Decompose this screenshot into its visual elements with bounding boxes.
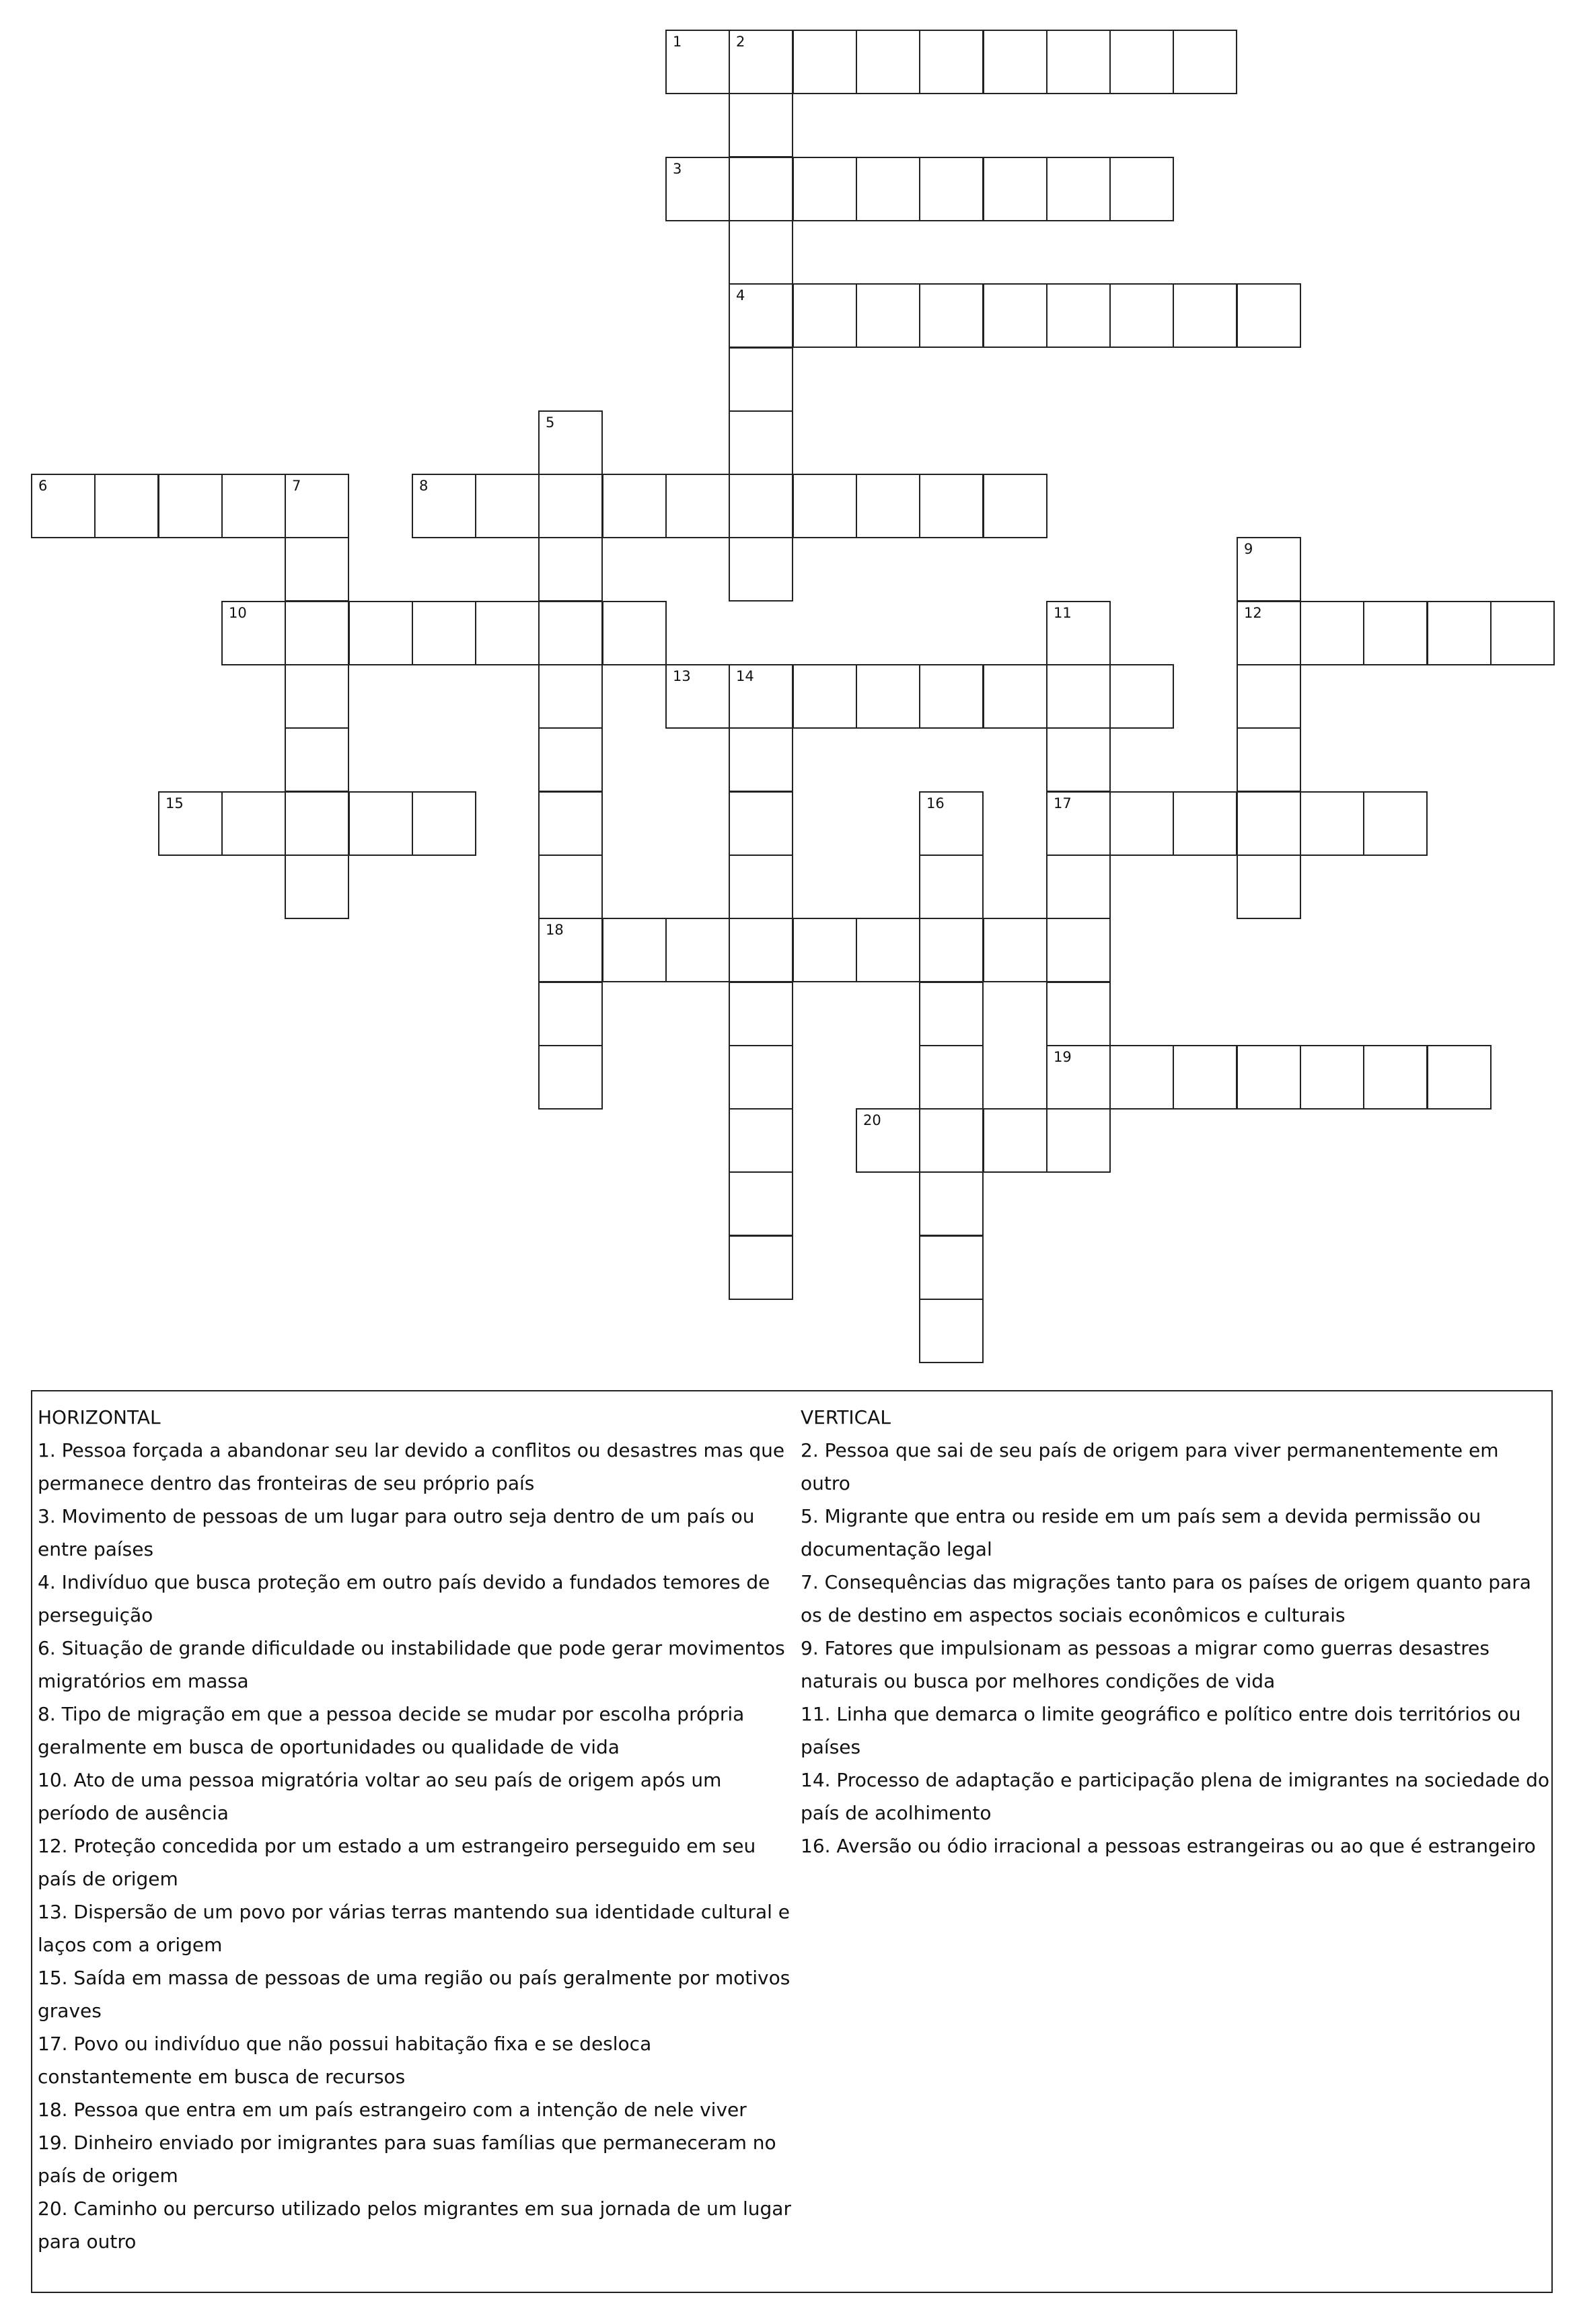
grid-cell[interactable]	[919, 474, 984, 538]
grid-cell[interactable]	[285, 791, 349, 856]
grid-cell[interactable]	[285, 537, 349, 602]
clue-item: 9. Fatores que impulsionam as pessoas a migrar como guerras desastres naturais ou busca por melhores condições de vida	[801, 1637, 1490, 1692]
grid-cell[interactable]	[1046, 157, 1111, 221]
grid-cell[interactable]	[285, 601, 349, 665]
grid-cell[interactable]	[285, 727, 349, 792]
grid-cell[interactable]	[1109, 1045, 1174, 1110]
grid-cell[interactable]	[602, 918, 667, 982]
grid-cell[interactable]	[221, 601, 286, 665]
vertical-clue-list	[801, 1434, 1551, 1862]
grid-cell[interactable]	[919, 664, 984, 729]
clue-item: 12. Proteção concedida por um estado a um estrangeiro perseguido em seu país de origem	[38, 1835, 756, 1890]
grid-cell[interactable]	[1363, 791, 1428, 856]
clue-item: 15. Saída em massa de pessoas de uma região ou país geralmente por motivos graves	[38, 1967, 791, 2022]
grid-cell[interactable]	[1046, 1108, 1111, 1173]
clue-item: 6. Situação de grande dificuldade ou instabilidade que pode gerar movimentos migratórios em massa	[38, 1637, 785, 1692]
grid-cell[interactable]	[729, 30, 793, 94]
clue-number: 6	[38, 478, 48, 494]
horizontal-clues-column	[38, 1401, 791, 2258]
clue-item: 13. Dispersão de um povo por várias terras mantendo sua identidade cultural e laços com a origem	[38, 1901, 791, 1956]
grid-cell[interactable]	[1109, 664, 1174, 729]
horizontal-clue-list	[38, 1434, 791, 2258]
grid-cell[interactable]	[729, 220, 793, 285]
grid-cell[interactable]	[475, 474, 540, 538]
grid-cell[interactable]	[919, 855, 984, 919]
clue-item: 20. Caminho ou percurso utilizado pelos migrantes em sua jornada de um lugar para outro	[38, 2198, 791, 2253]
grid-cell[interactable]	[729, 1235, 793, 1300]
grid-cell[interactable]	[665, 30, 730, 94]
clue-number: 10	[229, 605, 247, 621]
clue-number: 18	[546, 922, 564, 938]
clue-number: 11	[1054, 605, 1072, 621]
grid-cell[interactable]	[1237, 855, 1301, 919]
clue-number: 19	[1054, 1049, 1072, 1065]
grid-cell[interactable]	[1427, 1045, 1492, 1110]
grid-cell[interactable]	[1427, 601, 1492, 665]
grid-cell[interactable]	[729, 664, 793, 729]
grid-cell[interactable]	[793, 30, 857, 94]
grid-cell[interactable]	[538, 664, 603, 729]
grid-cell[interactable]	[538, 855, 603, 919]
grid-cell[interactable]	[665, 918, 730, 982]
clue-number: 7	[292, 478, 301, 494]
grid-cell[interactable]	[538, 410, 603, 475]
clue-item: 16. Aversão ou ódio irracional a pessoas estrangeiras ou ao que é estrangeiro	[801, 1835, 1536, 1857]
grid-cell[interactable]	[665, 474, 730, 538]
vertical-title: VERTICAL	[801, 1406, 891, 1428]
clue-item: 11. Linha que demarca o limite geográfico e político entre dois territórios ou países	[801, 1703, 1521, 1758]
clue-item: 10. Ato de uma pessoa migratória voltar ao seu país de origem após um período de ausência	[38, 1769, 722, 1824]
grid-cell[interactable]	[983, 30, 1047, 94]
grid-cell[interactable]	[412, 791, 476, 856]
grid-cell[interactable]	[348, 791, 413, 856]
grid-cell[interactable]	[856, 30, 920, 94]
grid-cell[interactable]	[1237, 791, 1301, 856]
clue-number: 5	[546, 414, 555, 431]
grid-cell[interactable]	[856, 474, 920, 538]
grid-cell[interactable]	[729, 1108, 793, 1173]
clue-item: 8. Tipo de migração em que a pessoa decide se mudar por escolha própria geralmente em busca de oportunidades ou qualidade de vida	[38, 1703, 745, 1758]
clue-item: 2. Pessoa que sai de seu país de origem para viver permanentemente em outro	[801, 1439, 1499, 1494]
grid-cell[interactable]	[1237, 537, 1301, 602]
grid-cell[interactable]	[1300, 601, 1364, 665]
grid-cell[interactable]	[729, 1171, 793, 1236]
grid-cell[interactable]	[919, 30, 984, 94]
grid-cell[interactable]	[1173, 283, 1237, 348]
grid-cell[interactable]	[665, 157, 730, 221]
grid-cell[interactable]	[919, 1299, 984, 1363]
clue-item: 5. Migrante que entra ou reside em um país sem a devida permissão ou documentação legal	[801, 1505, 1481, 1560]
grid-cell[interactable]	[1109, 283, 1174, 348]
grid-cell[interactable]	[729, 347, 793, 412]
grid-cell[interactable]	[538, 601, 603, 665]
grid-cell[interactable]	[1237, 1045, 1301, 1110]
grid-cell[interactable]	[94, 474, 159, 538]
grid-cell[interactable]	[1046, 601, 1111, 665]
clue-number: 2	[736, 34, 745, 50]
grid-cell[interactable]	[919, 1171, 984, 1236]
grid-cell[interactable]	[1109, 30, 1174, 94]
grid-cell[interactable]	[538, 982, 603, 1046]
grid-cell[interactable]	[538, 791, 603, 856]
clue-number: 12	[1244, 605, 1262, 621]
grid-cell[interactable]	[1046, 791, 1111, 856]
grid-cell[interactable]	[285, 855, 349, 919]
grid-cell[interactable]	[919, 1235, 984, 1300]
grid-cell[interactable]	[1046, 918, 1111, 982]
grid-cell[interactable]	[919, 982, 984, 1046]
clue-item: 18. Pessoa que entra em um país estrangeiro com a intenção de nele viver	[38, 2099, 747, 2121]
grid-cell[interactable]	[1046, 30, 1111, 94]
grid-cell[interactable]	[856, 157, 920, 221]
grid-cell[interactable]	[31, 474, 96, 538]
clue-number: 20	[863, 1112, 881, 1128]
clue-number: 4	[736, 287, 745, 303]
grid-cell[interactable]	[538, 537, 603, 602]
grid-cell[interactable]	[1363, 601, 1428, 665]
grid-cell[interactable]	[665, 664, 730, 729]
clue-number: 9	[1244, 541, 1253, 557]
grid-cell[interactable]	[729, 410, 793, 475]
grid-cell[interactable]	[729, 157, 793, 221]
grid-cell[interactable]	[348, 601, 413, 665]
grid-cell[interactable]	[538, 727, 603, 792]
clue-number: 13	[673, 668, 691, 684]
grid-cell[interactable]	[919, 918, 984, 982]
grid-cell[interactable]	[221, 791, 286, 856]
grid-cell[interactable]	[1173, 1045, 1237, 1110]
clue-item: 17. Povo ou indivíduo que não possui habitação fixa e se desloca constantemente em busca de recursos	[38, 2033, 652, 2088]
grid-cell[interactable]	[983, 1108, 1047, 1173]
grid-cell[interactable]	[983, 474, 1047, 538]
vertical-clues-column	[801, 1401, 1551, 1862]
grid-cell[interactable]	[729, 791, 793, 856]
clue-number: 3	[673, 161, 682, 177]
grid-cell[interactable]	[1109, 791, 1174, 856]
grid-cell[interactable]	[1237, 601, 1301, 665]
horizontal-title: HORIZONTAL	[38, 1406, 161, 1428]
grid-cell[interactable]	[1173, 791, 1237, 856]
grid-cell[interactable]	[1237, 664, 1301, 729]
grid-cell[interactable]	[983, 157, 1047, 221]
grid-cell[interactable]	[793, 474, 857, 538]
grid-cell[interactable]	[919, 1108, 984, 1173]
clue-box	[31, 1390, 1553, 2293]
grid-cell[interactable]	[919, 1045, 984, 1110]
grid-cell[interactable]	[158, 791, 223, 856]
grid-cell[interactable]	[1173, 30, 1237, 94]
grid-cell[interactable]	[221, 474, 286, 538]
grid-cell[interactable]	[729, 537, 793, 602]
grid-cell[interactable]	[856, 664, 920, 729]
clue-number: 17	[1054, 795, 1072, 811]
grid-cell[interactable]	[793, 664, 857, 729]
clue-number: 1	[673, 34, 682, 50]
grid-cell[interactable]	[1046, 855, 1111, 919]
grid-cell[interactable]	[602, 474, 667, 538]
grid-cell[interactable]	[285, 664, 349, 729]
grid-cell[interactable]	[919, 791, 984, 856]
grid-cell[interactable]	[729, 1045, 793, 1110]
grid-cell[interactable]	[1237, 283, 1301, 348]
grid-cell[interactable]	[729, 727, 793, 792]
grid-cell[interactable]	[1046, 283, 1111, 348]
grid-cell[interactable]	[412, 474, 476, 538]
grid-cell[interactable]	[729, 918, 793, 982]
grid-cell[interactable]	[1046, 1045, 1111, 1110]
grid-cell[interactable]	[793, 918, 857, 982]
grid-cell[interactable]	[158, 474, 223, 538]
grid-cell[interactable]	[602, 601, 667, 665]
grid-cell[interactable]	[793, 283, 857, 348]
grid-cell[interactable]	[1300, 1045, 1364, 1110]
grid-cell[interactable]	[729, 93, 793, 157]
grid-cell[interactable]	[856, 918, 920, 982]
grid-cell[interactable]	[1237, 727, 1301, 792]
grid-cell[interactable]	[729, 474, 793, 538]
grid-cell[interactable]	[1046, 664, 1111, 729]
grid-cell[interactable]	[1109, 157, 1174, 221]
grid-cell[interactable]	[983, 918, 1047, 982]
clue-item: 3. Movimento de pessoas de um lugar para outro seja dentro de um país ou entre países	[38, 1505, 755, 1560]
grid-cell[interactable]	[475, 601, 540, 665]
grid-cell[interactable]	[856, 1108, 920, 1173]
clue-number: 14	[736, 668, 754, 684]
clue-item: 4. Indivíduo que busca proteção em outro país devido a fundados temores de perseguição	[38, 1571, 770, 1626]
grid-cell[interactable]	[856, 283, 920, 348]
grid-cell[interactable]	[412, 601, 476, 665]
grid-cell[interactable]	[729, 855, 793, 919]
grid-cell[interactable]	[1490, 601, 1555, 665]
grid-cell[interactable]	[919, 283, 984, 348]
grid-cell[interactable]	[538, 918, 603, 982]
clue-item: 7. Consequências das migrações tanto para os países de origem quanto para os de destino em aspectos sociais econômicos e culturais	[801, 1571, 1531, 1626]
grid-cell[interactable]	[1363, 1045, 1428, 1110]
clue-number: 16	[926, 795, 945, 811]
clue-item: 1. Pessoa forçada a abandonar seu lar devido a conflitos ou desastres mas que permanece dentro das fronteiras de seu próprio país	[38, 1439, 785, 1494]
grid-cell[interactable]	[1046, 727, 1111, 792]
clue-number: 8	[419, 478, 429, 494]
grid-cell[interactable]	[983, 664, 1047, 729]
grid-cell[interactable]	[729, 283, 793, 348]
grid-cell[interactable]	[1046, 982, 1111, 1046]
clue-item: 19. Dinheiro enviado por imigrantes para suas famílias que permaneceram no país de origem	[38, 2132, 776, 2187]
grid-cell[interactable]	[729, 982, 793, 1046]
grid-cell[interactable]	[919, 157, 984, 221]
grid-cell[interactable]	[538, 474, 603, 538]
grid-cell[interactable]	[538, 1045, 603, 1110]
grid-cell[interactable]	[983, 283, 1047, 348]
grid-cell[interactable]	[285, 474, 349, 538]
clue-item: 14. Processo de adaptação e participação plena de imigrantes na sociedade do país de acolhimento	[801, 1769, 1550, 1824]
grid-cell[interactable]	[793, 157, 857, 221]
clue-number: 15	[166, 795, 184, 811]
grid-cell[interactable]	[1300, 791, 1364, 856]
